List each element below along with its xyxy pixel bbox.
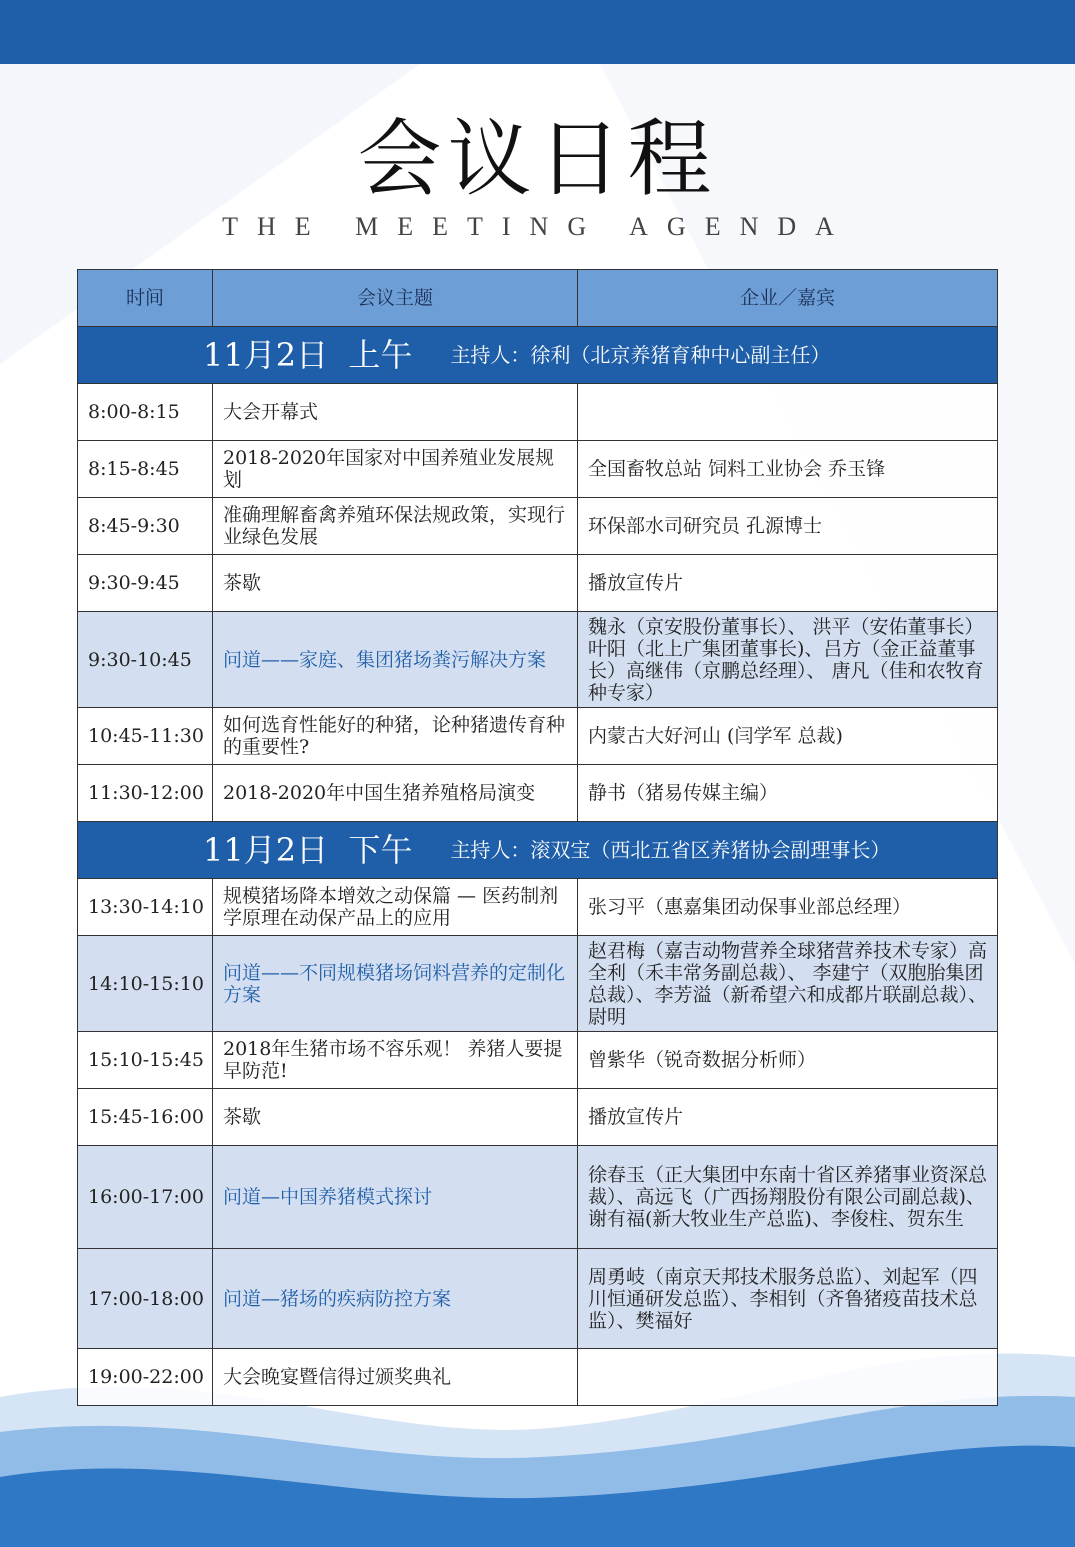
agenda-row: [78, 1032, 998, 1089]
agenda-time: 8:45-9:30: [78, 498, 213, 555]
agenda-topic: 问道——不同规模猪场饲料营养的定制化方案: [213, 936, 578, 1032]
session-date: 11月2日 上午: [203, 336, 413, 374]
agenda-row: [78, 441, 998, 498]
agenda-guest: 张习平（惠嘉集团动保事业部总经理）: [578, 879, 998, 936]
agenda-row: [78, 1349, 998, 1406]
agenda-time: 8:15-8:45: [78, 441, 213, 498]
agenda-row: [78, 612, 998, 708]
agenda-row: [78, 1146, 998, 1249]
page-subtitle: THE MEETING AGENDA: [222, 212, 853, 241]
agenda-guest: [578, 384, 998, 441]
agenda-topic: 大会开幕式: [213, 384, 578, 441]
session-header-row: [78, 822, 998, 879]
agenda-topic: 问道—中国养猪模式探讨: [213, 1146, 578, 1249]
agenda-row: [78, 765, 998, 822]
agenda-time: 19:00-22:00: [78, 1349, 213, 1406]
session-host: 主持人：滚双宝（西北五省区养猪协会副理事长）: [450, 838, 891, 862]
session-host: 主持人：徐利（北京养猪育种中心副主任）: [450, 343, 831, 367]
agenda-guest: 全国畜牧总站 饲料工业协会 乔玉锋: [578, 441, 998, 498]
agenda-time: 9:30-9:45: [78, 555, 213, 612]
top-band: [0, 0, 1075, 64]
agenda-topic: 问道——家庭、集团猪场粪污解决方案: [213, 612, 578, 708]
agenda-row: [78, 1089, 998, 1146]
agenda-guest: 魏永（京安股份董事长）、 洪平（安佑董事长）叶阳（北上广集团董事长)、吕方（金正益董事长）高继伟（京鹏总经理）、 唐凡（佳和农牧育种专家）: [578, 612, 998, 708]
agenda-time: 16:00-17:00: [78, 1146, 213, 1249]
agenda-topic: 2018-2020年中国生猪养殖格局演变: [213, 765, 578, 822]
agenda-guest: [578, 1349, 998, 1406]
agenda-guest: 徐春玉（正大集团中东南十省区养猪事业资深总裁）、高远飞（广西扬翔股份有限公司副总裁)、谢有福(新大牧业生产总监)、李俊柱、贺东生: [578, 1146, 998, 1249]
agenda-time: 9:30-10:45: [78, 612, 213, 708]
agenda-guest: 周勇岐（南京天邦技术服务总监）、刘起军（四川恒通研发总监）、李相钊（齐鲁猪疫苗技术总监）、樊福好: [578, 1249, 998, 1349]
agenda-time: 15:45-16:00: [78, 1089, 213, 1146]
agenda-guest: 播放宣传片: [578, 555, 998, 612]
agenda-row: [78, 498, 998, 555]
session-header-cell: [78, 822, 998, 879]
agenda-guest: 赵君梅（嘉吉动物营养全球猪营养技术专家）高全利（禾丰常务副总裁）、 李建宁（双胞胎集团总裁）、李芳溢（新希望六和成都片联副总裁）、尉明: [578, 936, 998, 1032]
agenda-time: 14:10-15:10: [78, 936, 213, 1032]
page-title: 会议日程: [357, 110, 718, 208]
agenda-time: 15:10-15:45: [78, 1032, 213, 1089]
session-header: [78, 336, 997, 374]
agenda-row: [78, 708, 998, 765]
agenda-topic: 如何选育性能好的种猪，论种猪遗传育种的重要性?: [213, 708, 578, 765]
agenda-row: [78, 879, 998, 936]
session-date: 11月2日 下午: [203, 831, 413, 869]
agenda-row: [78, 936, 998, 1032]
agenda-header-row: [78, 270, 998, 327]
session-header-row: [78, 327, 998, 384]
agenda-time: 10:45-11:30: [78, 708, 213, 765]
agenda-topic: 大会晚宴暨信得过颁奖典礼: [213, 1349, 578, 1406]
agenda-row: [78, 384, 998, 441]
agenda-topic: 准确理解畜禽养殖环保法规政策，实现行业绿色发展: [213, 498, 578, 555]
agenda-topic: 2018年生猪市场不容乐观！ 养猪人要提早防范!: [213, 1032, 578, 1089]
agenda-guest: 曾紫华（锐奇数据分析师）: [578, 1032, 998, 1089]
header-topic: 会议主题: [213, 270, 578, 327]
agenda-topic: 茶歇: [213, 1089, 578, 1146]
header-guest: 企业／嘉宾: [578, 270, 998, 327]
session-header: [78, 831, 997, 869]
agenda-table: [77, 269, 998, 1406]
agenda-guest: 环保部水司研究员 孔源博士: [578, 498, 998, 555]
header-time: 时间: [78, 270, 213, 327]
agenda-guest: 静书（猪易传媒主编）: [578, 765, 998, 822]
agenda-time: 8:00-8:15: [78, 384, 213, 441]
agenda-guest: 播放宣传片: [578, 1089, 998, 1146]
agenda-row: [78, 1249, 998, 1349]
agenda-topic: 茶歇: [213, 555, 578, 612]
agenda-topic: 规模猪场降本增效之动保篇 — 医药制剂学原理在动保产品上的应用: [213, 879, 578, 936]
agenda-time: 11:30-12:00: [78, 765, 213, 822]
agenda-topic: 问道—猪场的疾病防控方案: [213, 1249, 578, 1349]
agenda-row: [78, 555, 998, 612]
agenda-guest: 内蒙古大好河山 (闫学军 总裁): [578, 708, 998, 765]
session-header-cell: [78, 327, 998, 384]
agenda-topic: 2018-2020年国家对中国养殖业发展规划: [213, 441, 578, 498]
agenda-time: 13:30-14:10: [78, 879, 213, 936]
agenda-time: 17:00-18:00: [78, 1249, 213, 1349]
